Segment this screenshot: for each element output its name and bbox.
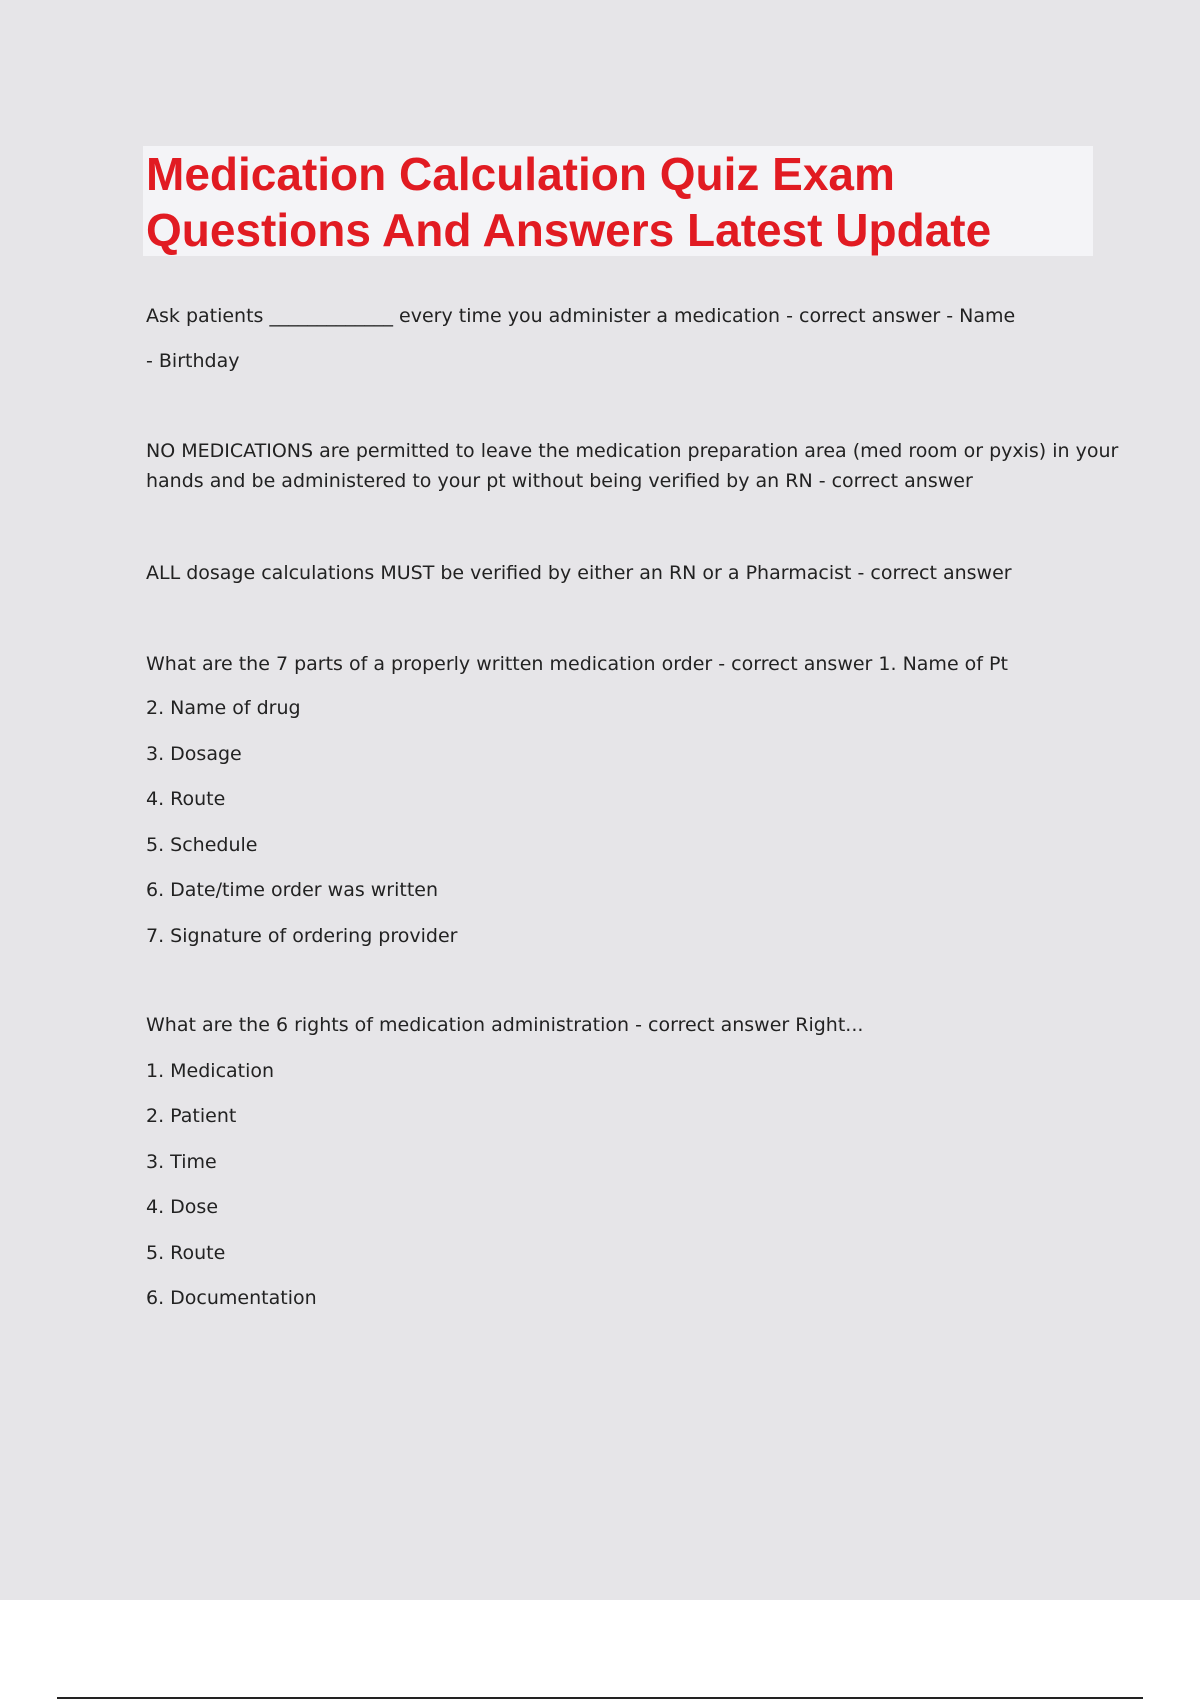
document-title (146, 146, 991, 258)
q4-list-item: 2. Name of drug (146, 697, 301, 719)
q5-list-item: 3. Time (146, 1151, 217, 1173)
q1-question: Ask patients _____________ every time you administer a medication - correct answer - Name (146, 305, 1016, 327)
q2-question-line-1: NO MEDICATIONS are permitted to leave the medication preparation area (med room or pyxis) in your (146, 440, 1119, 462)
q2-question-line-2: hands and be administered to your pt without being verified by an RN - correct answer (146, 470, 973, 492)
q5-list-item: 5. Route (146, 1242, 226, 1264)
q4-list-item: 7. Signature of ordering provider (146, 925, 458, 947)
q3-question: ALL dosage calculations MUST be verified by either an RN or a Pharmacist - correct answer (146, 562, 1012, 584)
title-line-2: Questions And Answers Latest Update (146, 204, 992, 256)
q4-list-item: 4. Route (146, 788, 226, 810)
q4-question: What are the 7 parts of a properly written medication order - correct answer 1. Name of Pt (146, 653, 1008, 675)
q5-list-item: 6. Documentation (146, 1287, 317, 1309)
q4-list-item: 6. Date/time order was written (146, 879, 439, 901)
q5-list-item: 4. Dose (146, 1196, 219, 1218)
footer-divider (57, 1697, 1143, 1699)
q5-list-item: 2. Patient (146, 1105, 237, 1127)
q1-answer-continued: - Birthday (146, 350, 240, 372)
q4-list-item: 5. Schedule (146, 834, 258, 856)
q5-list-item: 1. Medication (146, 1060, 275, 1082)
q4-list-item: 3. Dosage (146, 743, 242, 765)
q5-question: What are the 6 rights of medication administration - correct answer Right... (146, 1014, 864, 1036)
title-line-1: Medication Calculation Quiz Exam (146, 148, 895, 200)
